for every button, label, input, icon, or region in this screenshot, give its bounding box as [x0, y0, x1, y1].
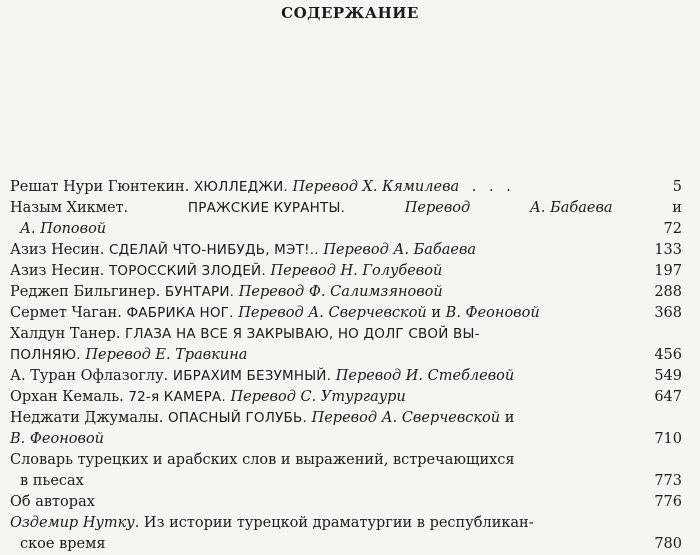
- toc-translator: В. Феоновой: [10, 431, 105, 447]
- toc-title: ГЛАЗА НА ВСЕ Я ЗАКРЫВАЮ, НО ДОЛГ СВОЙ ВЫ-: [124, 326, 480, 342]
- toc-translator: А. Бабаева: [393, 242, 477, 258]
- toc-author: Сермет Чаган.: [10, 305, 122, 321]
- toc-title: ТОРОССКИЙ ЗЛОДЕЙ.: [108, 263, 266, 279]
- toc-translator: А. Сверчевской: [381, 410, 501, 426]
- toc-translator-label: Перевод: [238, 284, 305, 300]
- toc-translator-label: Перевод: [238, 305, 304, 321]
- toc-page-number: 5: [672, 179, 682, 195]
- toc-translator: Ф. Салимзяновой: [308, 284, 443, 300]
- toc-entry: [10, 324, 682, 345]
- toc-translator-label: Перевод: [270, 263, 336, 279]
- toc-title: ХЮЛЛЕДЖИ.: [193, 179, 288, 195]
- toc-translator: А. Бабаева: [529, 200, 613, 216]
- table-of-contents: [10, 177, 682, 555]
- toc-text: Словарь турецких и арабских слов и выражений, встречающихся: [10, 452, 515, 468]
- toc-author: А. Туран Офлазоглу.: [10, 368, 169, 384]
- page-title: СОДЕРЖАНИЕ: [281, 4, 419, 22]
- toc-translator-label: Перевод: [292, 179, 358, 195]
- toc-conjunction: и: [672, 200, 682, 216]
- toc-translator-label: Перевод: [335, 368, 402, 384]
- toc-page-number: 288: [654, 284, 682, 300]
- toc-title: СДЕЛАЙ ЧТО-НИБУДЬ, МЭТ!..: [108, 242, 319, 258]
- toc-author: Орхан Кемаль.: [10, 389, 124, 405]
- toc-entry: [10, 303, 682, 324]
- toc-text: в пьесах: [20, 473, 84, 489]
- toc-author: Оздемир Нутку.: [10, 515, 140, 531]
- toc-entry: [10, 387, 682, 408]
- toc-title: ПРАЖСКИЕ КУРАНТЫ.: [187, 200, 346, 216]
- toc-translator: Н. Голубевой: [340, 263, 443, 279]
- toc-page-number: 710: [654, 431, 682, 447]
- toc-entry: [10, 513, 682, 534]
- toc-entry: [10, 261, 682, 282]
- toc-entry: [10, 408, 682, 429]
- toc-title: БУНТАРИ.: [164, 284, 235, 300]
- toc-page-number: 368: [654, 305, 682, 321]
- toc-translator-label: Перевод: [323, 242, 389, 258]
- toc-page-number: 773: [654, 473, 682, 489]
- toc-entry-continuation: [10, 219, 682, 240]
- toc-translator-label: Перевод: [230, 389, 296, 405]
- toc-translator-label: Перевод: [311, 410, 378, 426]
- toc-translator: А. Сверчевской: [308, 305, 427, 321]
- toc-leader: . . .: [471, 179, 515, 195]
- toc-entry-continuation: [10, 471, 682, 492]
- toc-page-number: 133: [654, 242, 682, 258]
- toc-page-number: 72: [663, 221, 682, 237]
- toc-title: 72-я КАМЕРА.: [128, 389, 226, 405]
- toc-author: Решат Нури Гюнтекин.: [10, 179, 190, 195]
- toc-title: ФАБРИКА НОГ.: [126, 305, 234, 321]
- toc-page-number: 197: [654, 263, 682, 279]
- toc-entry-continuation: [10, 534, 682, 555]
- toc-translator-label: Перевод: [85, 347, 151, 363]
- toc-page-number: 780: [654, 536, 682, 552]
- toc-author: Неджати Джумалы.: [10, 410, 164, 426]
- toc-page-number: 647: [654, 389, 682, 405]
- toc-conjunction: и: [504, 410, 515, 426]
- toc-translator: С. Утургаури: [300, 389, 406, 405]
- toc-entry: [10, 450, 682, 471]
- toc-entry: [10, 282, 682, 303]
- toc-page-number: 549: [654, 368, 682, 384]
- toc-entry-continuation: [10, 345, 682, 366]
- toc-author: Азиз Несин.: [10, 242, 105, 258]
- toc-text: Из истории турецкой драматургии в республикан-: [143, 515, 534, 531]
- toc-translator: И. Стеблевой: [405, 368, 515, 384]
- toc-entry: [10, 177, 682, 198]
- toc-translator-label: Перевод: [404, 200, 471, 216]
- toc-title: ОПАСНЫЙ ГОЛУБЬ.: [168, 410, 307, 426]
- toc-translator: В. Феоновой: [445, 305, 540, 321]
- toc-author: Назым Хикмет.: [10, 200, 129, 216]
- toc-conjunction: и: [431, 305, 442, 321]
- toc-entry: [10, 492, 682, 513]
- toc-author: Халдун Танер.: [10, 326, 121, 342]
- toc-title: ПОЛНЯЮ.: [10, 347, 81, 363]
- toc-entry: [10, 198, 682, 219]
- toc-text: ское время: [20, 536, 106, 552]
- toc-page-number: 776: [654, 494, 682, 510]
- toc-author: Азиз Несин.: [10, 263, 105, 279]
- toc-text: Об авторах: [10, 494, 95, 510]
- toc-author: Реджеп Бильгинер.: [10, 284, 161, 300]
- toc-translator: Е. Травкина: [155, 347, 248, 363]
- toc-translator: Х. Кямилева: [362, 179, 460, 195]
- toc-translator: А. Поповой: [20, 221, 107, 237]
- toc-entry: [10, 240, 682, 261]
- toc-entry-continuation: [10, 429, 682, 450]
- toc-entry: [10, 366, 682, 387]
- toc-page-number: 456: [654, 347, 682, 363]
- toc-title: ИБРАХИМ БЕЗУМНЫЙ.: [172, 368, 332, 384]
